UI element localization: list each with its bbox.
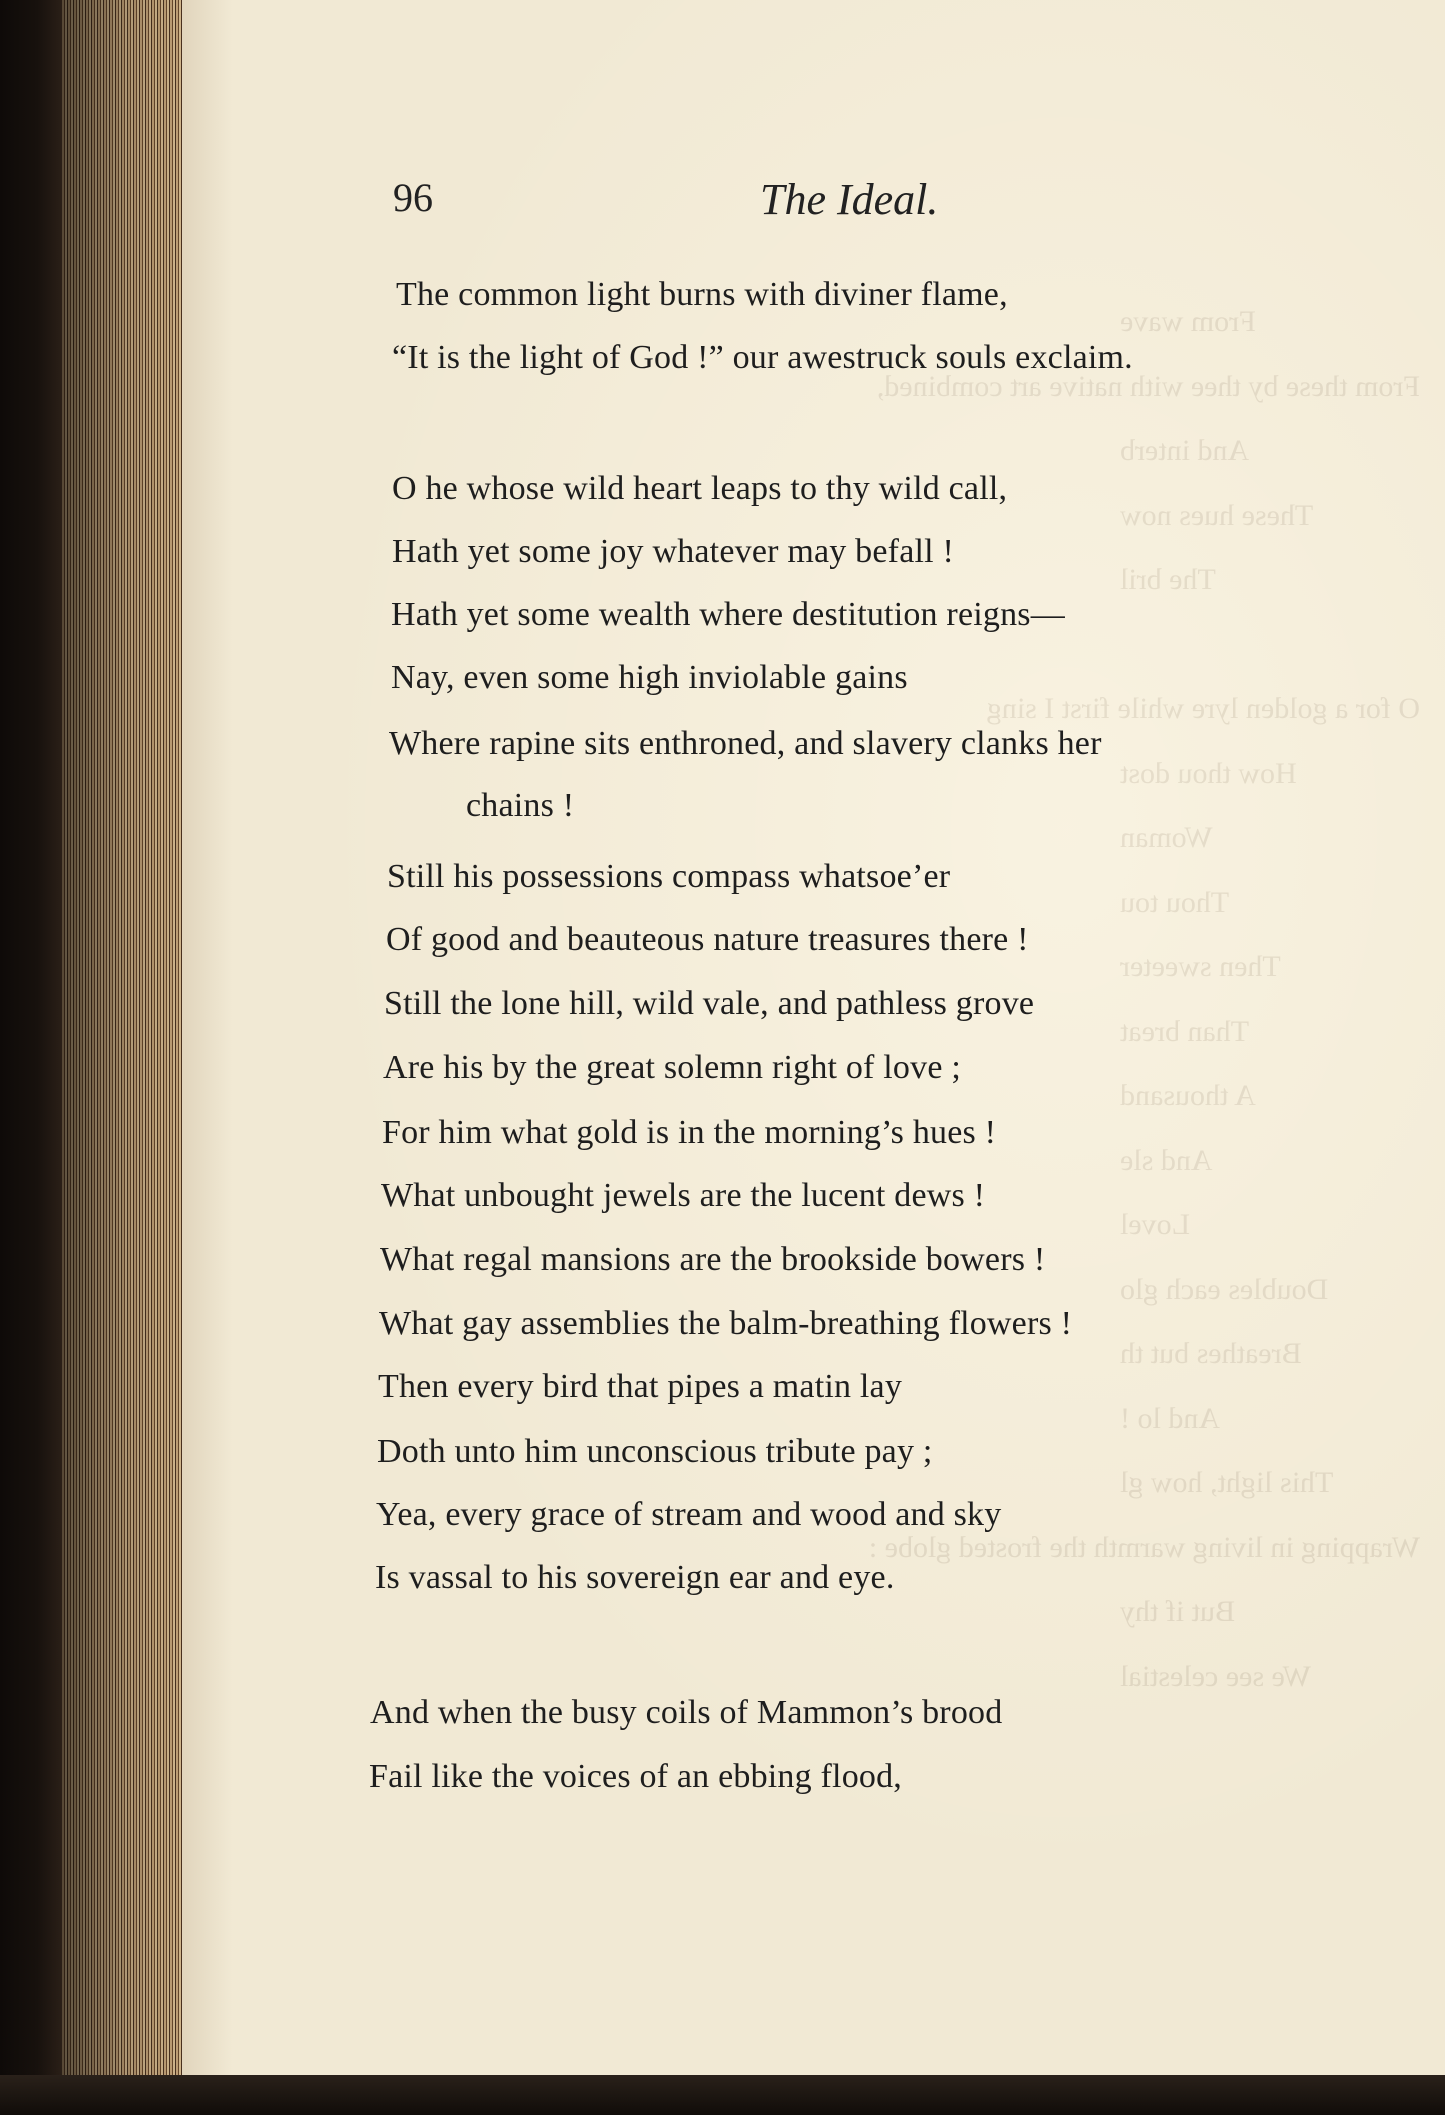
poem-line: Are his by the great solemn right of love ; [383, 1049, 961, 1086]
poem-line: O he whose wild heart leaps to thy wild call, [392, 470, 1008, 507]
poem-line: chains ! [466, 787, 575, 824]
poem-line: What unbought jewels are the lucent dews ! [381, 1177, 986, 1214]
bottom-shadow [0, 2075, 1445, 2115]
poem-line: Of good and beauteous nature treasures there ! [386, 921, 1029, 958]
poem-line: And when the busy coils of Mammon’s brood [370, 1694, 1003, 1731]
poem-line: Doth unto him unconscious tribute pay ; [377, 1433, 933, 1470]
poem-line: Where rapine sits enthroned, and slavery clanks her [389, 725, 1102, 762]
poem-line: Then every bird that pipes a matin lay [378, 1368, 903, 1405]
poem-line: Nay, even some high inviolable gains [391, 659, 908, 696]
poem-line: Hath yet some wealth where destitution reigns— [391, 596, 1065, 633]
poem-line: Still his possessions compass whatsoe’er [387, 858, 951, 895]
poem-line: For him what gold is in the morning’s hues ! [382, 1114, 997, 1151]
poem-line: Fail like the voices of an ebbing flood, [369, 1758, 902, 1795]
poem-line: What gay assemblies the balm-breathing flowers ! [379, 1305, 1073, 1342]
page-number: 96 [393, 175, 433, 220]
bleed-through-text: From wave From these by thee with native art combined, And interb These hues now The bril O for a golden lyre while first I sing How thou dost Woman Thou tou Then sweeter Than breat A thousand And sle Lovel Doubles each glo Breathes but th And lo ! This light, how gl Wrapping in living warmth the frosted globe : But if thy We see celestial [868, 305, 1420, 1693]
running-title: The Ideal. [760, 175, 939, 224]
poem-line: Hath yet some joy whatever may befall ! [392, 533, 954, 570]
poem-line: The common light burns with diviner flame, [396, 276, 1008, 313]
poem-line: Is vassal to his sovereign ear and eye. [375, 1559, 895, 1596]
poem-line: Yea, every grace of stream and wood and sky [376, 1496, 1002, 1533]
poem-line: “It is the light of God !” our awestruck souls exclaim. [392, 339, 1133, 376]
poem-line: What regal mansions are the brookside bowers ! [380, 1241, 1046, 1278]
poem-line: Still the lone hill, wild vale, and pathless grove [384, 985, 1035, 1022]
